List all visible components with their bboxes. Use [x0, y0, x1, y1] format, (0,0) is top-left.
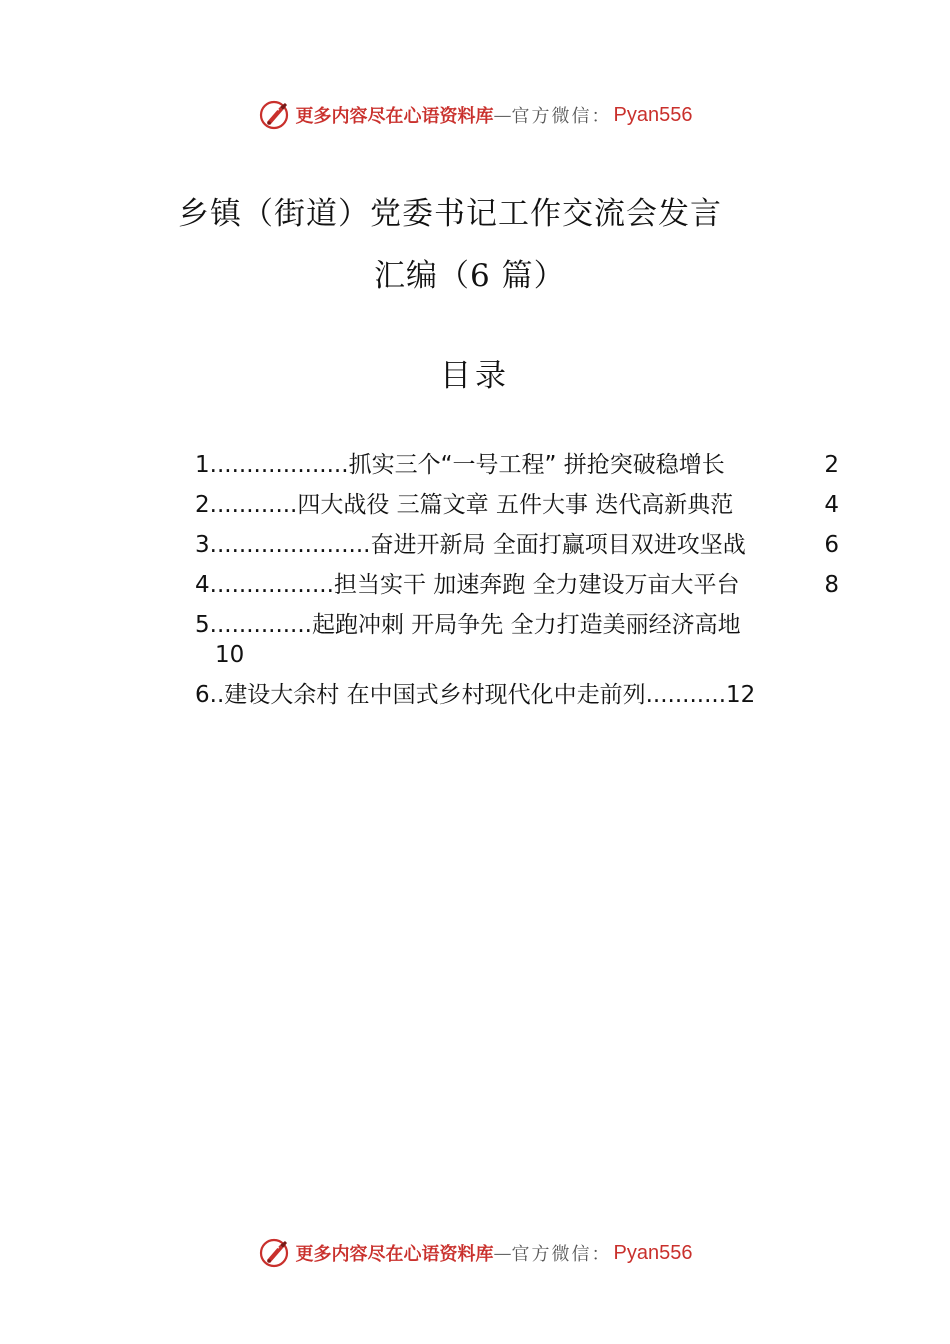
toc-entry-2[interactable]	[195, 490, 845, 520]
banner-handle: Pyan556	[613, 103, 693, 126]
toc-entry-1[interactable]	[195, 450, 845, 480]
toc-entry-title: 担当实干 加速奔跑 全力建设万亩大平台	[333, 572, 740, 598]
toc-entry-page: 4	[824, 492, 839, 518]
toc-entry-trailing-leader: ...........	[645, 682, 726, 708]
banner-official-label: 官方微信：	[511, 106, 612, 127]
toc-entry-page: 10	[215, 642, 245, 668]
toc-entry-page: 12	[726, 682, 756, 708]
footer-banner	[0, 1231, 950, 1275]
toc-entry-number: 6	[195, 682, 210, 708]
toc-entry-number: 3	[195, 532, 210, 558]
toc-heading: 目录	[440, 358, 510, 394]
banner-handle: Pyan556	[613, 1241, 693, 1264]
toc-entry-number: 4	[195, 572, 210, 598]
toc-entry-leader: ...................	[209, 452, 349, 478]
toc-entry-title: 四大战役 三篇文章 五件大事 迭代高新典范	[297, 492, 734, 518]
toc-entry-number: 5	[195, 612, 210, 638]
toc-entry-leader: ......................	[209, 532, 371, 558]
toc-entry-leader: ..	[209, 682, 225, 708]
banner-official-label: 官方微信：	[511, 1244, 612, 1265]
toc-entry-number: 1	[195, 452, 210, 478]
document-title-line-2: 汇编（6 篇）	[374, 258, 566, 294]
toc-entry-6[interactable]	[195, 680, 845, 710]
toc-entry-title: 建设大余村 在中国式乡村现代化中走前列	[224, 682, 646, 708]
quill-pen-icon	[258, 98, 292, 132]
toc-entry-leader: ............	[209, 492, 298, 518]
banner-slogan: 更多内容尽在心语资料库	[295, 1244, 494, 1265]
banner-slogan: 更多内容尽在心语资料库	[295, 106, 494, 127]
toc-entry-page: 2	[824, 452, 839, 478]
toc-entry-title: 奋进开新局 全面打赢项目双进攻坚战	[370, 532, 746, 558]
toc-entry-page: 6	[824, 532, 839, 558]
toc-entry-3[interactable]	[195, 530, 845, 560]
toc-entry-4[interactable]	[195, 570, 845, 600]
toc-entry-leader: ..............	[209, 612, 312, 638]
banner-dash: —	[493, 1242, 512, 1264]
toc-entry-leader: .................	[209, 572, 334, 598]
toc-entry-title: 抓实三个“一号工程” 拼抢突破稳增长	[348, 452, 725, 478]
toc-entry-5[interactable]	[195, 610, 845, 670]
toc-entry-number: 2	[195, 492, 210, 518]
banner-dash: —	[493, 104, 512, 126]
quill-pen-icon	[258, 1236, 292, 1270]
toc-entry-page: 8	[824, 572, 839, 598]
header-banner	[0, 93, 950, 137]
table-of-contents	[195, 450, 845, 720]
document-title-line-1: 乡镇（街道）党委书记工作交流会发言	[178, 196, 722, 232]
toc-entry-title: 起跑冲刺 开局争先 全力打造美丽经济高地	[312, 612, 741, 638]
